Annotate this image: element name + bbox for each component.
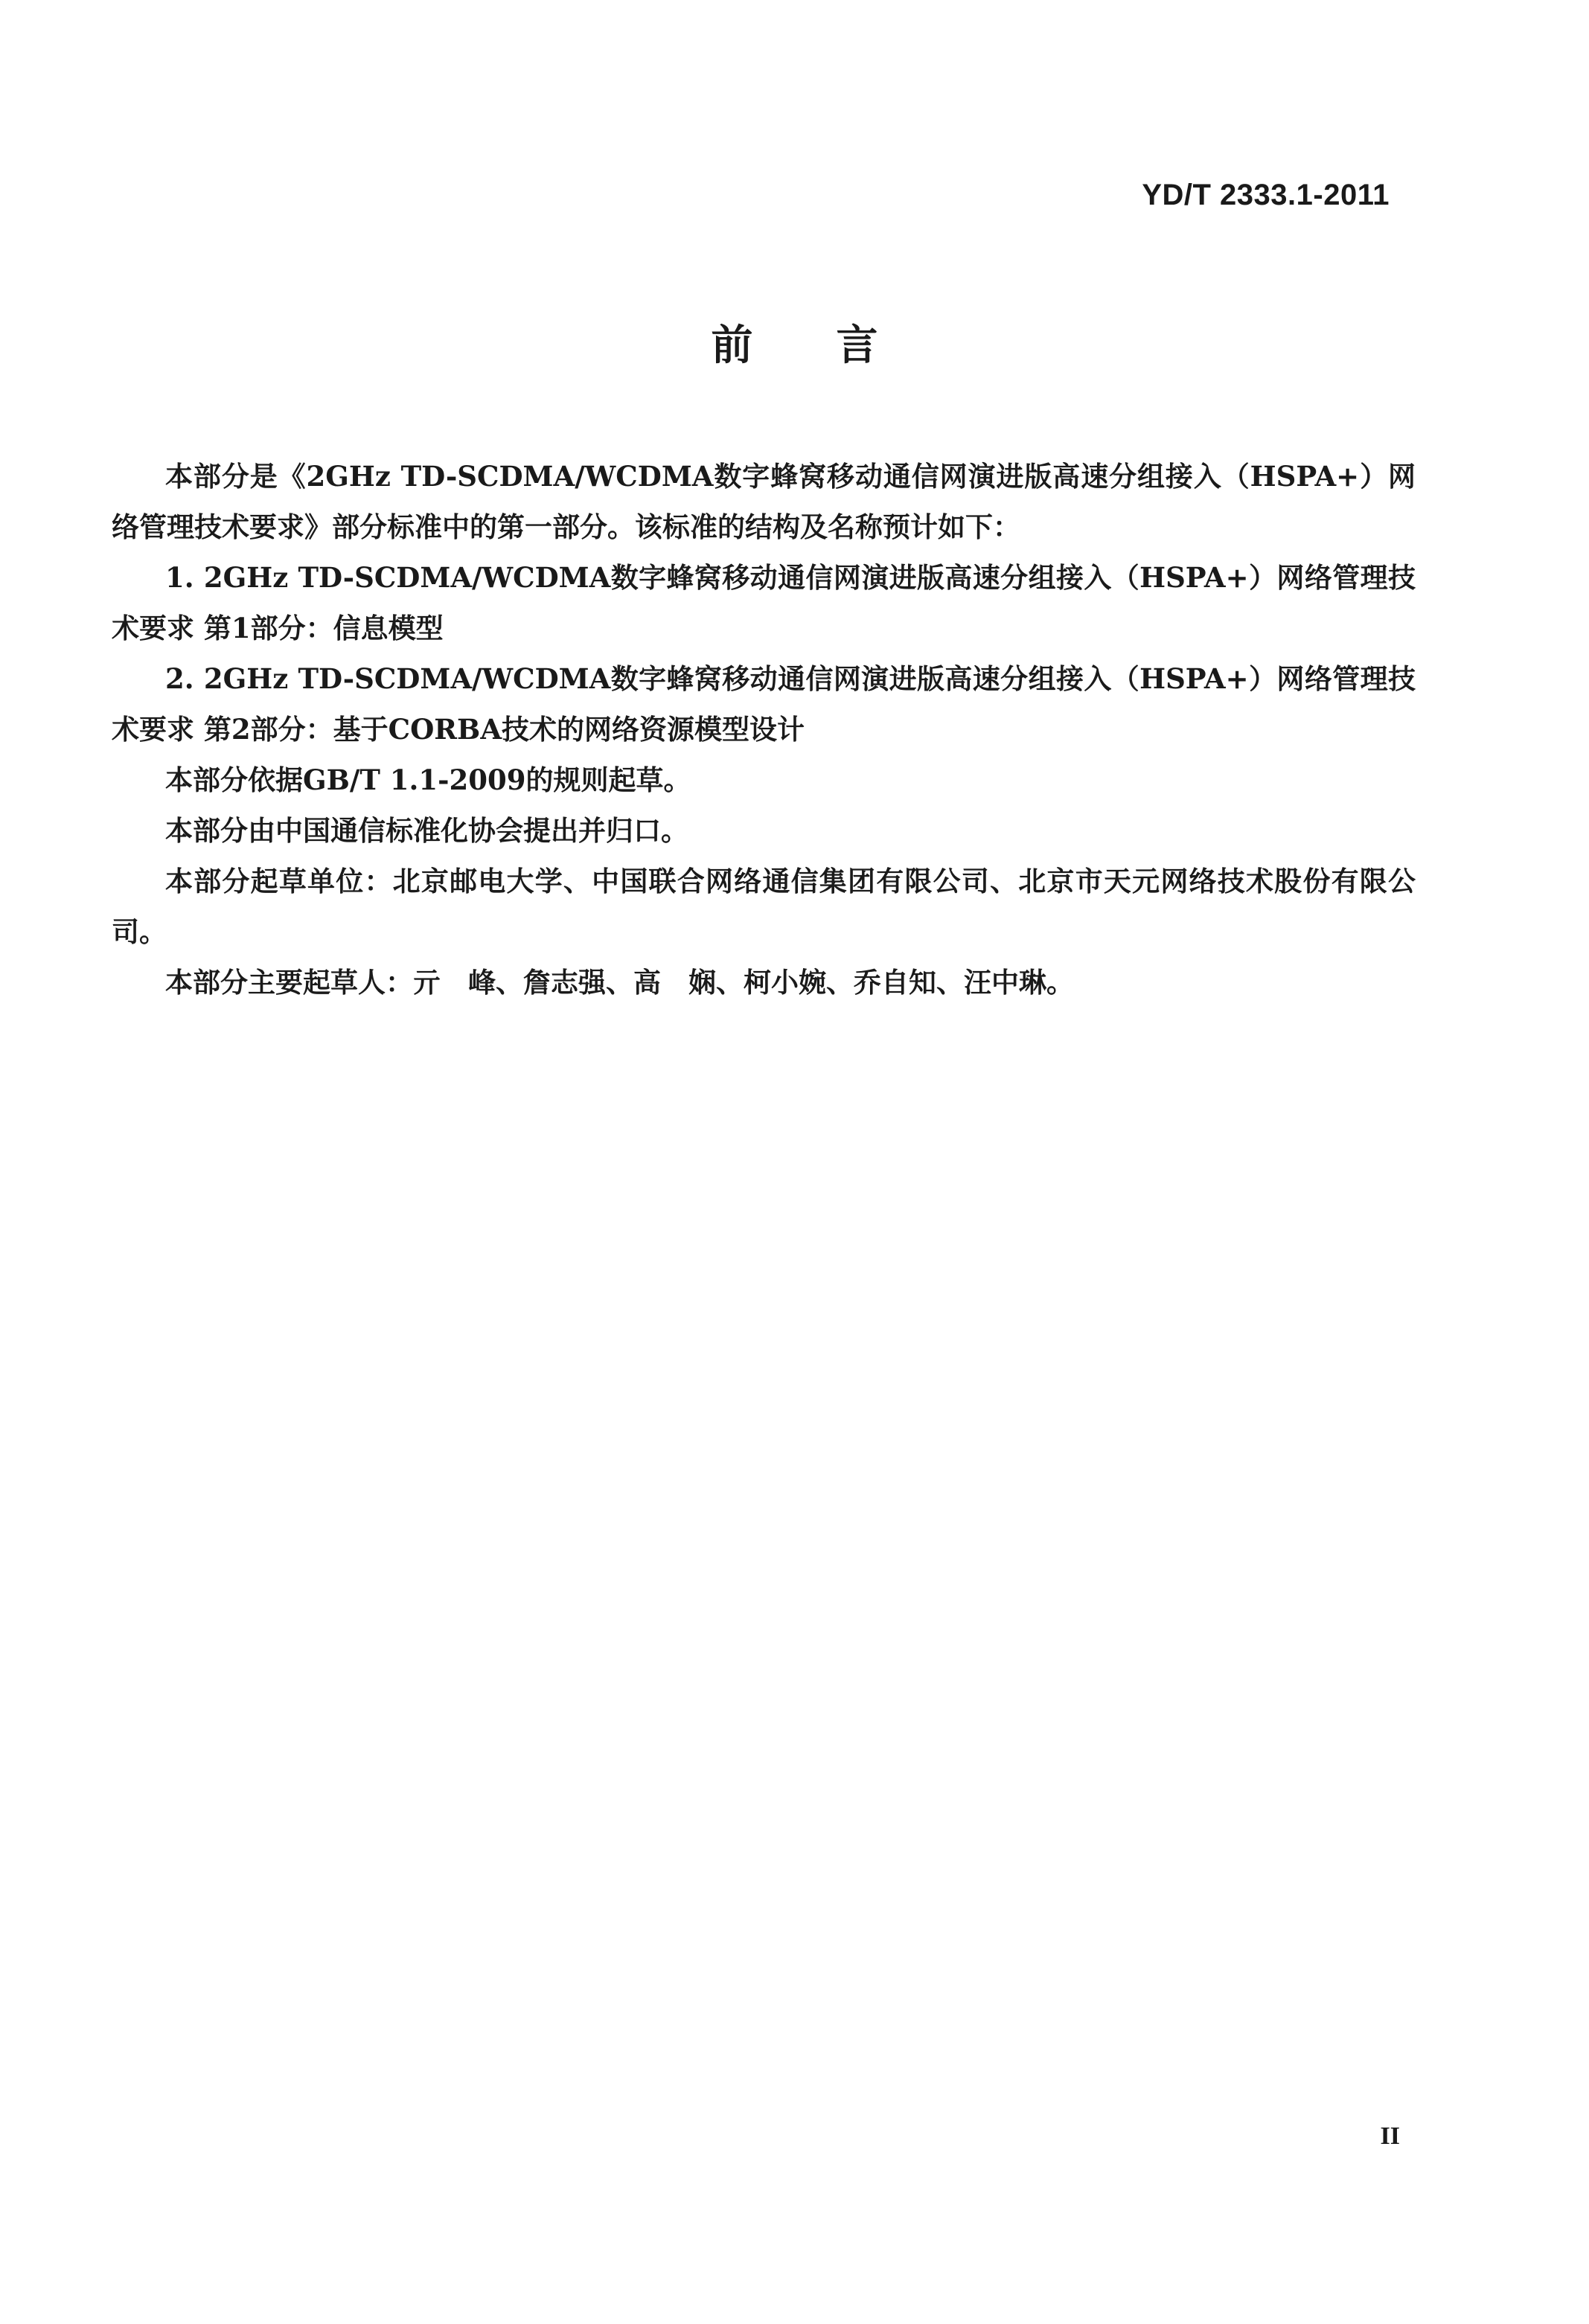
body-text: [112, 451, 1416, 1008]
paragraph-scope: 本部分是《2GHz TD-SCDMA/WCDMA数字蜂窝移动通信网演进版高速分组接入（HSPA+）网络管理技术要求》部分标准中的第一部分。该标准的结构及名称预计如下：: [112, 460, 1416, 543]
paragraph-drafters: 本部分主要起草人：亓 峰、詹志强、高 娴、柯小婉、乔自知、汪中琳。: [165, 966, 1074, 999]
page-title: 前 言: [711, 321, 878, 370]
paragraph-drafting-rules: 本部分依据GB/T 1.1-2009的规则起草。: [165, 764, 691, 796]
page-number: II: [1380, 2122, 1400, 2150]
paragraph-proposer: 本部分由中国通信标准化协会提出并归口。: [165, 814, 688, 847]
paragraph-part-1: 1. 2GHz TD-SCDMA/WCDMA数字蜂窝移动通信网演进版高速分组接入（HSPA+）网络管理技术要求 第1部分：信息模型: [112, 561, 1416, 644]
paragraph-part-2: 2. 2GHz TD-SCDMA/WCDMA数字蜂窝移动通信网演进版高速分组接入（HSPA+）网络管理技术要求 第2部分：基于CORBA技术的网络资源模型设计: [112, 662, 1416, 746]
standard-code: YD/T 2333.1-2011: [1142, 179, 1390, 211]
paragraph-drafting-units: 本部分起草单位：北京邮电大学、中国联合网络通信集团有限公司、北京市天元网络技术股份有限公司。: [112, 865, 1416, 948]
